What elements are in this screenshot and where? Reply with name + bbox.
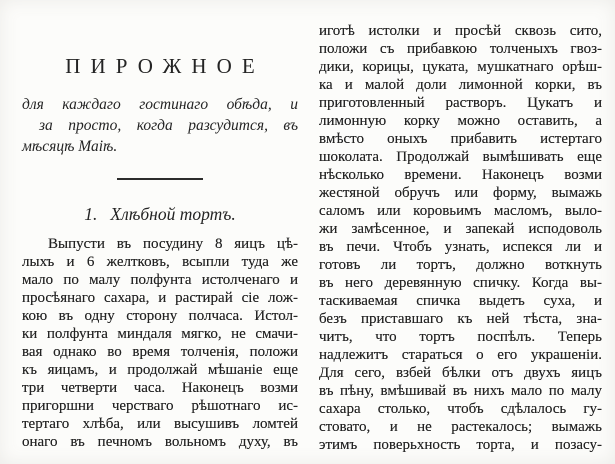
text-line: въ пѣну, вмѣшивай въ нихъ мало по малу	[319, 383, 602, 399]
text-line: лимонную корку можно оставить, а	[319, 113, 602, 129]
left-column	[22, 0, 298, 451]
text-line: въ печи. Чтобъ узнать, испекся ли и	[319, 239, 602, 255]
text-line: къ яицамъ, и продолжай мѣшаніе еще	[22, 362, 298, 378]
right-column	[319, 0, 602, 454]
text-line: для каждаго гостинаго обѣда, и	[22, 96, 298, 113]
text-line: въ него деревянную спичку. Когда вы-	[319, 275, 602, 291]
text-line: Выпусти въ посудину 8 яицъ цѣ-	[48, 236, 298, 252]
text-line: читъ, что тортъ поспѣлъ. Теперь	[319, 329, 602, 345]
text-line: тертаго хлѣба, или высушивъ ломтей	[22, 416, 298, 432]
text-line: кою въ одну сторону полчаса. Истол-	[22, 308, 298, 324]
left-body-text	[22, 235, 298, 451]
text-line: надлежитъ стараться о его украшеніи.	[319, 347, 602, 363]
text-line: сахара столько, чтобъ сдѣлалось гу-	[319, 401, 602, 417]
text-line: иготѣ истолки и просѣй сквозь сито,	[319, 23, 602, 39]
text-line: этимъ поверьхность торта, и позасу-	[319, 437, 602, 453]
text-line: лыхъ и 6 желтковъ, всыпли туда же	[22, 254, 298, 270]
text-line: шоколата. Продолжай вымѣшивать еще	[319, 149, 602, 165]
text-line: ка и малой доли лимонной корки, въ	[319, 77, 602, 93]
text-line: положи съ прибавкою толченыхъ гвоз-	[319, 41, 602, 57]
text-line: Для сего, взбей бѣлки отъ двухъ яицъ	[319, 365, 602, 381]
recipe-number: 1.	[84, 204, 98, 224]
text-line: три четверти часа. Наконецъ возми	[22, 380, 298, 396]
text-line: ки полфунта миндаля мягко, не смачи-	[22, 326, 298, 342]
page-title: ПИРОЖНОЕ	[65, 54, 265, 78]
text-line: онаго въ печномъ вольномъ духу, въ	[22, 434, 298, 450]
subtitle	[22, 94, 298, 157]
text-line: вая однако во время толченія, положи	[22, 344, 298, 360]
text-line: жестяной обручъ или форму, вымажь	[319, 185, 602, 201]
text-line: нѣсколько времени. Наконецъ возми	[319, 167, 602, 183]
text-line: мѣсяцѣ Маіѣ.	[22, 138, 118, 155]
text-line: жи замѣсенное, и запекай исподоволь	[319, 221, 602, 237]
text-line: таскиваемая спичка выдетъ суха, и	[319, 293, 602, 309]
section-divider	[117, 178, 203, 180]
text-line: дики, корицы, цуката, мушкатнаго орѣш-	[319, 59, 602, 75]
text-line: за просто, когда разсудится, въ	[39, 117, 298, 134]
text-line: готовъ ли тортъ, должно воткнуть	[319, 257, 602, 273]
text-line: вмѣсто оныхъ прибавить истертаго	[319, 131, 602, 147]
text-line: просѣянаго сахара, и растирай сіе лож-	[22, 290, 298, 306]
text-line: мало по малу полфунта истолченаго и	[22, 272, 298, 288]
recipe-title: Хлѣбной тортъ.	[110, 204, 236, 224]
text-line: безъ приставшаго къ ней тѣста, зна-	[319, 311, 602, 327]
recipe-heading	[22, 203, 298, 225]
right-body-text	[319, 22, 602, 454]
text-line: пригоршни черстваго рѣшотнаго ис-	[22, 398, 298, 414]
text-line: саломъ или коровьимъ масломъ, выло-	[319, 203, 602, 219]
text-line: стовато, и не растекалось; вымажь	[319, 419, 602, 435]
text-line: приготовленный растворъ. Цукатъ и	[319, 95, 602, 111]
